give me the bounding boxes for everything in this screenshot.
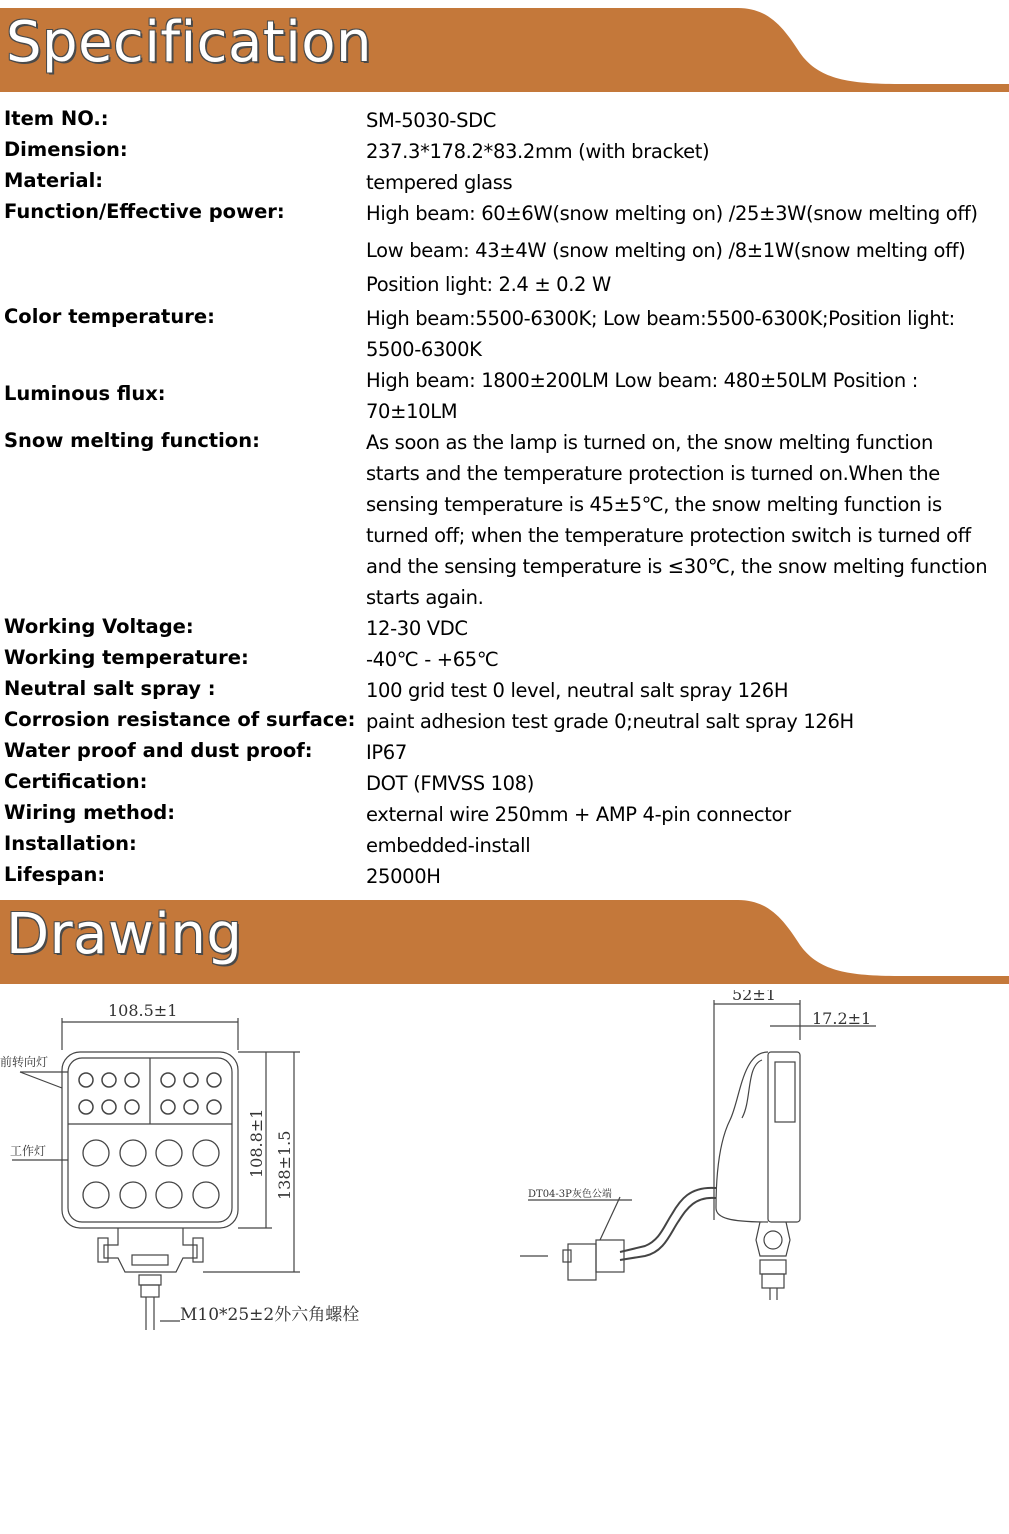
drawing-banner: [0, 900, 1009, 986]
spec-label: Neutral salt spray :: [4, 677, 216, 700]
spec-value-line: tempered glass: [366, 171, 513, 194]
work-light-label: 工作灯: [10, 1144, 47, 1158]
spec-value: [366, 675, 1006, 706]
spec-value-line: 5500-6300K: [366, 338, 482, 361]
spec-value-line: SM-5030-SDC: [366, 109, 497, 132]
spec-value: [366, 861, 1006, 892]
turn-signal-label: 前转向灯: [0, 1055, 49, 1069]
spec-value: [366, 644, 1006, 675]
bolt-label: M10*25±2外六角螺栓: [180, 1305, 360, 1325]
specification-title: Specification: [6, 10, 373, 75]
spec-value-line: Low beam: 43±4W (snow melting on) /8±1W(snow melting off): [366, 239, 966, 262]
spec-label: Dimension:: [4, 138, 128, 161]
side-depth-dim: 52±1: [732, 990, 776, 1004]
spec-value-line: external wire 250mm + AMP 4-pin connector: [366, 803, 791, 826]
spec-value-line: 237.3*178.2*83.2mm (with bracket): [366, 140, 710, 163]
spec-value: [366, 303, 1006, 365]
technical-drawing: [0, 990, 1009, 1340]
spec-value-line: IP67: [366, 741, 407, 764]
spec-label: Working temperature:: [4, 646, 249, 669]
spec-value-line: and the sensing temperature is ≤30℃, the snow melting function: [366, 555, 988, 578]
spec-value-line: 70±10LM: [366, 400, 458, 423]
spec-label: Lifespan:: [4, 863, 106, 886]
spec-label: Water proof and dust proof:: [4, 739, 313, 762]
spec-label: Material:: [4, 169, 104, 192]
side-view: [520, 1000, 876, 1300]
front-inner-height-dim: 108.8±1: [247, 1108, 266, 1178]
connector-label: DT04-3P灰色公端: [528, 1189, 612, 1200]
spec-value-line: turned off; when the temperature protection switch is turned off: [366, 524, 971, 547]
spec-value: [366, 365, 1006, 427]
spec-label: Corrosion resistance of surface:: [4, 708, 356, 731]
spec-value: [366, 830, 1006, 861]
drawing-title: Drawing: [6, 902, 243, 967]
spec-value-line: -40℃ - +65℃: [366, 648, 499, 671]
spec-value-line: embedded-install: [366, 834, 531, 857]
spec-label: Wiring method:: [4, 801, 176, 824]
spec-value: [366, 167, 1006, 198]
spec-label: Color temperature:: [4, 305, 215, 328]
spec-value: [366, 799, 1006, 830]
front-width-dim: 108.5±1: [108, 1001, 178, 1020]
spec-value-line: Position light: 2.4 ± 0.2 W: [366, 273, 611, 296]
front-outer-height-dim: 138±1.5: [275, 1130, 294, 1200]
spec-value-line: starts again.: [366, 586, 484, 609]
spec-value-line: High beam: 60±6W(snow melting on) /25±3W(snow melting off): [366, 202, 978, 225]
spec-value: [366, 136, 1006, 167]
spec-value-line: paint adhesion test grade 0;neutral salt spray 126H: [366, 710, 854, 733]
spec-value-line: starts and the temperature protection is turned on.When the: [366, 462, 940, 485]
spec-label: Certification:: [4, 770, 148, 793]
spec-value-line: As soon as the lamp is turned on, the snow melting function: [366, 431, 934, 454]
spec-value: [366, 427, 1006, 613]
spec-label: Snow melting function:: [4, 429, 260, 452]
spec-value: [366, 768, 1006, 799]
spec-value: [366, 613, 1006, 644]
spec-value-line: sensing temperature is 45±5℃, the snow melting function is: [366, 493, 942, 516]
spec-label: Installation:: [4, 832, 137, 855]
side-lens-dim: 17.2±1: [812, 1009, 872, 1028]
spec-label: Working Voltage:: [4, 615, 194, 638]
spec-value-line: 100 grid test 0 level, neutral salt spray 126H: [366, 679, 789, 702]
spec-value-line: 25000H: [366, 865, 441, 888]
specification-banner: [0, 8, 1009, 94]
spec-value: [366, 706, 1006, 737]
spec-value: [366, 737, 1006, 768]
spec-value-line: DOT (FMVSS 108): [366, 772, 534, 795]
spec-value-line: High beam:5500-6300K; Low beam:5500-6300K;Position light:: [366, 307, 955, 330]
spec-label: Item NO.:: [4, 107, 109, 130]
spec-value-line: 12-30 VDC: [366, 617, 468, 640]
spec-label: Function/Effective power:: [4, 200, 285, 223]
spec-value: [366, 105, 1006, 136]
drawing-canvas: [0, 990, 1009, 1340]
spec-value-line: High beam: 1800±200LM Low beam: 480±50LM Position :: [366, 369, 918, 392]
spec-label: Luminous flux:: [4, 382, 166, 405]
